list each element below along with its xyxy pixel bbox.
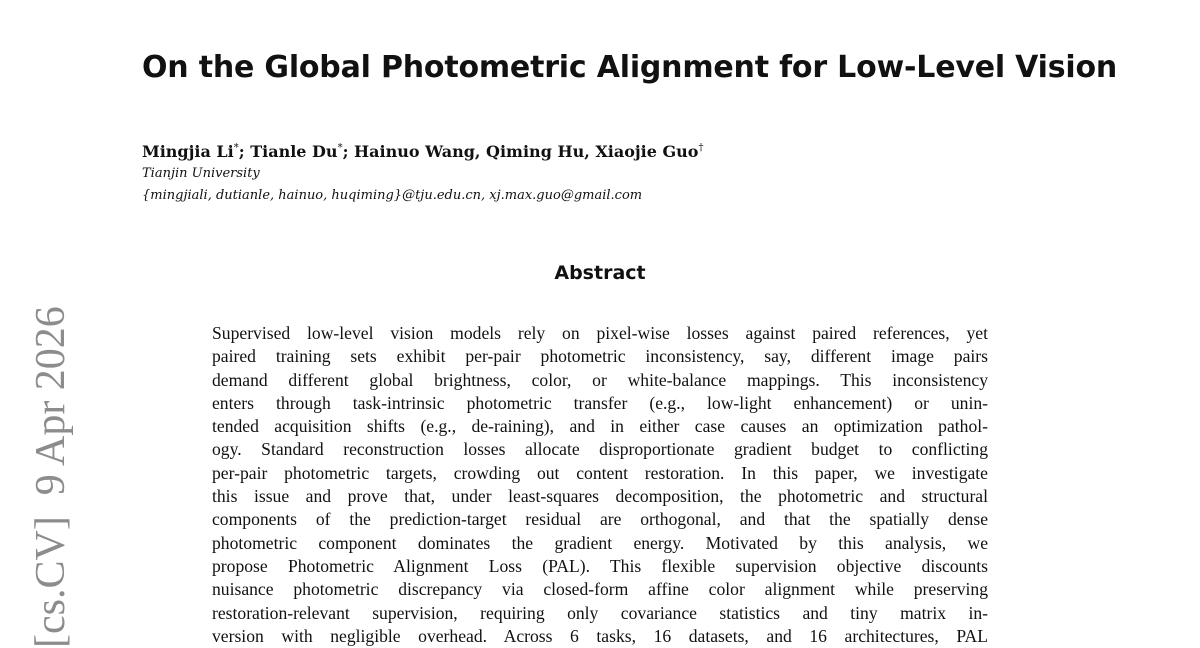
abstract-line: per-pair photometric targets, crowding out content restoration. In this paper, we investigate [212, 462, 988, 483]
author-mark: * [337, 142, 343, 154]
author-name: Xiaojie Guo [595, 142, 699, 161]
abstract-line: ogy. Standard reconstruction losses allocate disproportionate gradient budget to conflicting [212, 439, 988, 460]
abstract-line: Supervised low-level vision models rely on pixel-wise losses against paired references, yet [212, 323, 988, 343]
author-separator: ; [342, 142, 355, 161]
abstract-line: restoration-relevant supervision, requiring only covariance statistics and tiny matrix in- [212, 602, 988, 623]
author-mark: † [698, 142, 704, 154]
author-emails: {mingjiali, dutianle, hainuo, huqiming}@tju.edu.cn, xj.max.guo@gmail.com [142, 188, 643, 203]
author-name: Hainuo Wang [354, 142, 475, 161]
abstract-line: components of the prediction-target residual are orthogonal, and that the spatially dense [212, 509, 988, 530]
author-name: Tianle Du [250, 142, 338, 161]
abstract-line: tended acquisition shifts (e.g., de-raining), and in either case causes an optimization pathol- [212, 416, 988, 437]
author-name: Qiming Hu [486, 142, 585, 161]
abstract-line: version with negligible overhead. Across 6 tasks, 16 datasets, and 16 architectures, PAL [212, 625, 988, 646]
author-mark: * [233, 142, 239, 154]
abstract-body [212, 322, 988, 648]
author-separator: , [584, 142, 596, 161]
abstract-line: photometric component dominates the gradient energy. Motivated by this analysis, we [212, 532, 988, 553]
author-separator: , [474, 142, 487, 161]
abstract-line: enters through task-intrinsic photometric transfer (e.g., low-light enhancement) or unin- [212, 392, 988, 413]
abstract-line: this issue and prove that, under least-squares decomposition, the photometric and structural [212, 486, 988, 507]
abstract-line: demand different global brightness, color, or white-balance mappings. This inconsistency [212, 369, 988, 390]
author-name: Mingjia Li [142, 142, 234, 161]
author-separator: ; [238, 142, 251, 161]
abstract-heading: Abstract [554, 262, 646, 284]
author-list [142, 142, 703, 161]
paper-title: On the Global Photometric Alignment for Low-Level Vision [142, 50, 1118, 85]
arxiv-stamp: [cs.CV] 9 Apr 2026 [28, 306, 74, 648]
abstract-line: nuisance photometric discrepancy via closed-form affine color alignment while preserving [212, 579, 988, 600]
abstract-line: propose Photometric Alignment Loss (PAL). This flexible supervision objective discounts [212, 555, 988, 576]
affiliation: Tianjin University [142, 166, 260, 181]
abstract-line: paired training sets exhibit per-pair photometric inconsistency, say, different image pairs [212, 346, 988, 367]
